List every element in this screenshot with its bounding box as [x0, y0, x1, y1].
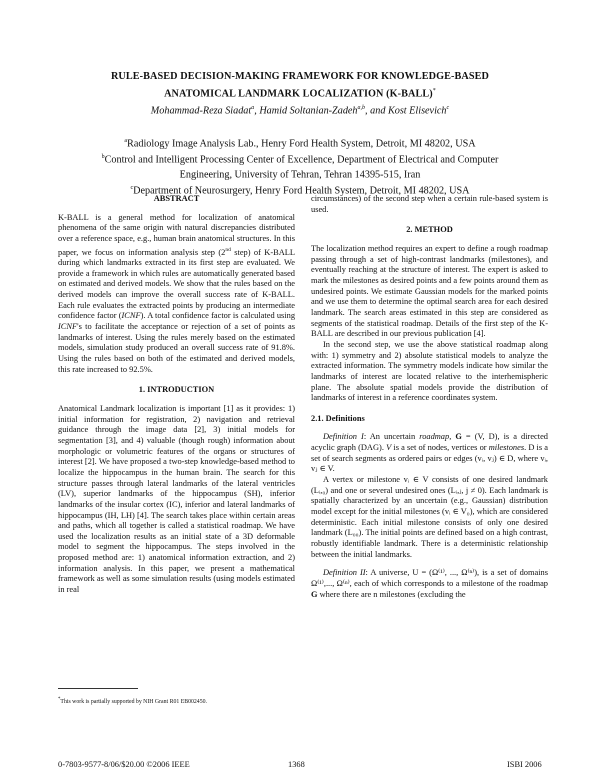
intro-continuation: circumstances) of the second step when a certain rule-based system is used. [311, 194, 548, 214]
footer-page-number: 1368 [288, 760, 305, 769]
title-line-1: RULE-BASED DECISION-MAKING FRAMEWORK FOR KNOWLEDGE-BASED [110, 71, 490, 82]
author-3: Kost Elisevich [387, 105, 447, 117]
abstract-body: K-BALL is a general method for localization of anatomical phenomena of the same origin with natural discrepancies distributed over a reference space, e.g., human brain anatomical structures. In this paper, we focus on information analysis step (2nd step) of K-BALL during which landmarks extracted in its first step are evaluated. We provide a framework in which rules are automatically generated based on estimated and derived models. We show that the rules based on the derived models can improve the overall success rate of K-BALL. Each rule evaluates the extracted points by producing an intermediate confidence factor (ICNF). A total confidence factor is calculated using ICNF's to facilitate the acceptance or rejection of a set of points as landmarks of interest. Using the rules merely based on the estimated models, simulation study produced an overall success rate of 91.8%. Using the rules based on both of the estimated and derived models, this rate increased to 92.5%. [58, 212, 296, 374]
affiliation-line: $^c$Department of Neurosurgery, Henry Ford Health System, Detroit, MI 48202, USA [130, 184, 470, 197]
intro-body: Anatomical Landmark localization is important [1] as it provides: 1) initial information for registration, 2) navigation and retrieval guidance through the image data [2], 3) initial models for segmentation [3], and 4) valuable (though rough) information about morphologic or volumetric features of the organs or structures of interest [2]. We have proposed a two-step knowledge-based method to localize the hippocampus in the human brain. The search for this structure passes through lateral landmarks of the lateral ventricles (LV), superior landmarks of the hippocampus (SH), inferior landmarks of the insular cortex (IC), inferior and lateral landmarks of hippocampus (IH, LH) [4]. The search takes place within certain areas and paths, which all together is called a statistical roadmap. We have used the localization results as an initial state of a 3D deformable model to segment the hippocampus. The steps involved in the proposed method are: 1) anatomical information extraction, and 2) information analysis. In this paper, we present a mathematical framework as well as some simulation results (using models estimated in real [58, 403, 295, 595]
left-column [58, 194, 295, 596]
method-heading: 2. METHOD [406, 225, 453, 235]
affiliation-line: $^b$Control and Intelligent Processing Center of Excellence, Department of Electrical and Computer [101, 153, 499, 165]
author-1-affil: a [251, 105, 255, 111]
paper-title [60, 70, 540, 101]
definition-2: Definition II: A universe, U = (Ω⁽¹⁾, ..., Ω⁽ⁿ⁾), is a set of domains Ω⁽¹⁾,..., Ω⁽ⁿ⁾, each of which corresponds to a milestone of the roadmap G where there are n milestones (excluding the [311, 568, 548, 599]
footnote: *This work is partially supported by NIH Grant R01 EB002450. [58, 697, 207, 705]
affiliations [40, 135, 560, 197]
footnote-rule [58, 688, 138, 689]
footer-copyright: 0-7803-9577-8/06/$20.00 ©2006 IEEE [58, 760, 190, 769]
definition-1: Definition I: An uncertain roadmap, G = (V, D), is a directed acyclic graph (DAG). V is a set of nodes, vertices or milestones. D is a set of search segments as ordered pairs or edges (vᵢ, vⱼ) ∈ D, where vᵢ, vⱼ ∈ V. [311, 432, 548, 474]
abstract-heading: ABSTRACT [153, 194, 200, 203]
author-2: Hamid Soltanian-Zadeh [259, 105, 358, 117]
author-2-affil: a,b [357, 105, 366, 111]
right-column [311, 194, 548, 600]
affiliation-line: $^a$Radiology Image Analysis Lab., Henry Ford Health System, Detroit, MI 48202, USA [124, 138, 476, 150]
definition-1-paragraph-2: A vertex or milestone vᵢ ∈ V consists of one desired landmark (Lᵢ,₀) and one or several undesired ones (Lᵢ,ⱼ, j ≠ 0). Each landmark is spatially characterized by an uncertain (e.g., Gaussian) distribution model except for the initial milestones (vᵢ ∈ V₀), which are considered deterministic. Each initial milestone consists of only one desired landmark (L₀₀). The initial points are defined based on a high contrast, robustly identifiable landmark. There is a deterministic relationship between the initial landmarks. [311, 475, 548, 559]
intro-heading: 1. INTRODUCTION [138, 385, 215, 395]
title-line-2: ANATOMICAL LANDMARK LOCALIZATION (K-BALL) [164, 88, 433, 100]
author-3-affil: c [446, 105, 450, 111]
title-footnote-mark: * [432, 88, 436, 94]
definitions-heading: 2.1. Definitions [311, 413, 365, 423]
affiliation-line: Engineering, University of Tehran, Tehran 14395-515, Iran [179, 169, 421, 181]
footer-conference: ISBI 2006 [507, 760, 542, 769]
author-list [40, 105, 560, 116]
author-separator: , [254, 105, 260, 117]
method-paragraph-2: In the second step, we use the above statistical roadmap along with: 1) symmetry and 2) absolute statistical models to analyze the extracted information. The symmetry models indicate how similar the landmarks of interest are located relative to the interhemispheric plane. The absolute spatial models provide the distribution of landmarks of interest in a reference coordinates system. [311, 339, 548, 403]
method-paragraph-1: The localization method requires an expert to define a rough roadmap passing through a set of high-contrast landmarks (milestones), and eventually reaching at the structure of interest. The expert is asked to mark the milestones as desired points and a few points around them as undesired points. We estimate Gaussian models for the marked points and we use them to determine the optimal search area for each desired landmark. The search areas estimated in this step are considered as segments of the statistical roadmap. Details of the first step of the K-BALL are described in our previous publication [4]. [311, 243, 548, 339]
author-separator: , and [365, 105, 388, 117]
author-1: Mohammad-Reza Siadat [150, 105, 252, 117]
